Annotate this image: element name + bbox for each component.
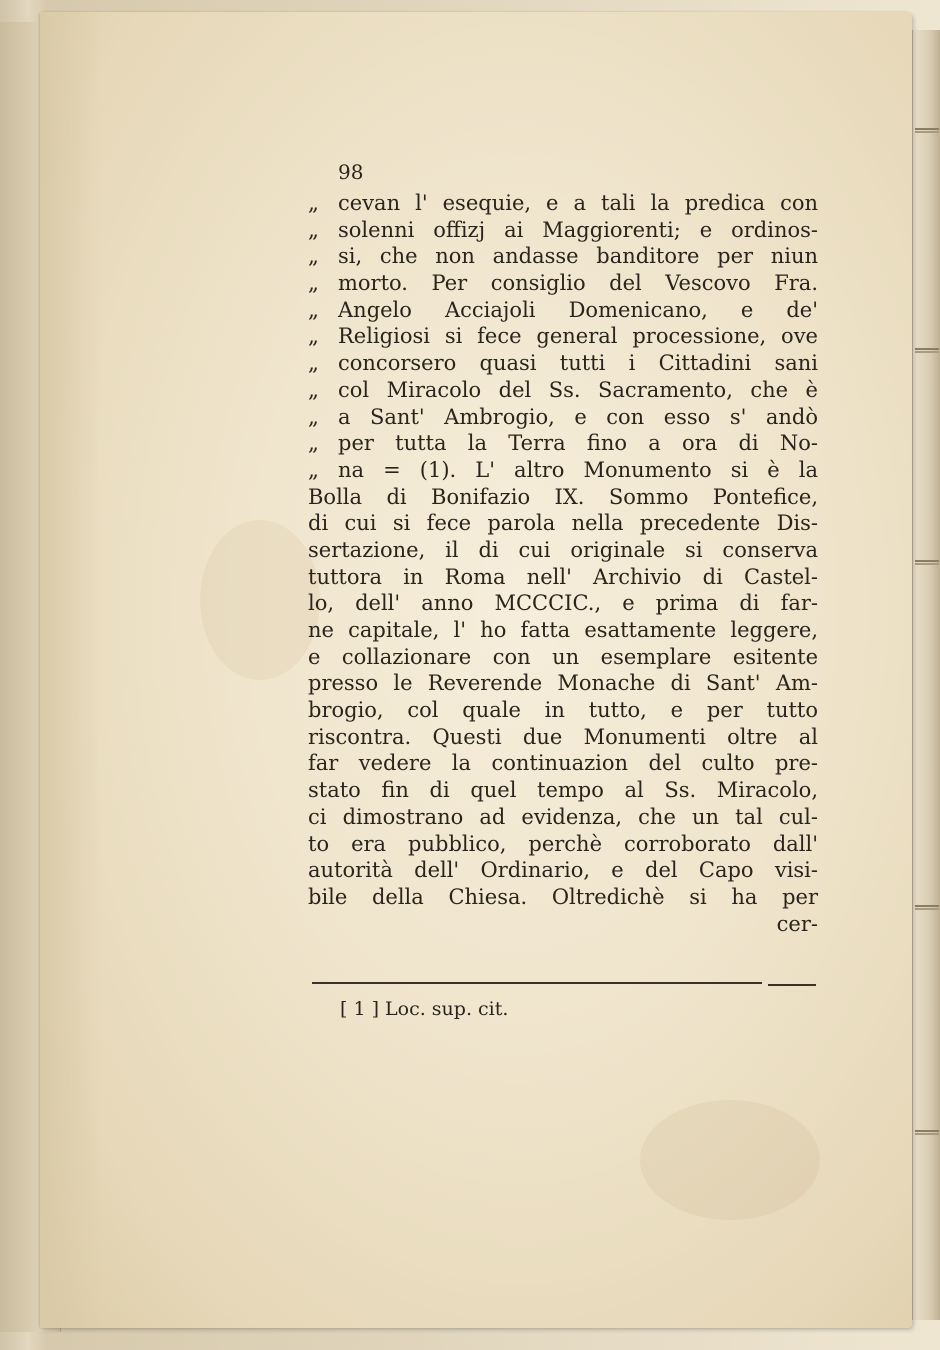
binding-stitch xyxy=(915,1130,939,1132)
page-gutter-shadow xyxy=(40,12,102,1328)
line-text: Bolla di Bonifazio IX. Sommo Pontefice, xyxy=(308,484,818,509)
line-text: autorità dell' Ordinario, e del Capo visi- xyxy=(308,858,818,883)
text-line xyxy=(308,750,818,777)
text-line xyxy=(308,190,818,217)
text-line xyxy=(308,911,818,938)
text-line xyxy=(308,510,818,537)
footnote-rule xyxy=(312,982,762,984)
line-text: concorsero quasi tutti i Cittadini sani xyxy=(338,351,818,376)
page-number: 98 xyxy=(338,160,364,184)
quote-mark: „ xyxy=(308,351,319,376)
line-text: per tutta la Terra fino a ora di No- xyxy=(338,431,818,456)
quote-mark: „ xyxy=(308,457,319,482)
footnote-rule-short xyxy=(768,984,816,986)
line-text: ne capitale, l' ho fatta esattamente leggere, xyxy=(308,618,818,642)
text-line xyxy=(308,270,818,297)
line-text: lo, dell' anno MCCCIC., e prima di far- xyxy=(308,591,818,616)
text-line xyxy=(308,243,818,270)
body-text xyxy=(308,190,818,937)
paper-stain xyxy=(200,520,320,680)
line-text: solenni offizj ai Maggiorenti; e ordinos- xyxy=(338,217,818,242)
line-text: cevan l' esequie, e a tali la predica con xyxy=(338,191,818,215)
text-line xyxy=(308,777,818,804)
binding-stitch xyxy=(915,348,939,350)
facing-page-edge xyxy=(912,30,940,1320)
binding-stitch xyxy=(915,905,939,907)
footnote: [ 1 ] Loc. sup. cit. xyxy=(340,998,509,1020)
line-text: brogio, col quale in tutto, e per tutto xyxy=(308,698,818,723)
line-text: to era pubblico, perchè corroborato dall' xyxy=(308,831,818,856)
text-line xyxy=(308,484,818,511)
text-line xyxy=(308,857,818,884)
line-text: e collazionare con un esemplare esitente xyxy=(308,644,818,669)
line-text: presso le Reverende Monache di Sant' Am- xyxy=(308,671,818,696)
line-text: bile della Chiesa. Oltredichè si ha per xyxy=(308,884,818,909)
line-text: cer- xyxy=(776,911,818,936)
text-line xyxy=(308,724,818,751)
line-text: si, che non andasse banditore per niun xyxy=(338,244,818,269)
text-line xyxy=(308,377,818,404)
line-text: a Sant' Ambrogio, e con esso s' andò xyxy=(338,404,818,429)
line-text: Angelo Acciajoli Domenicano, e de' xyxy=(338,297,818,322)
quote-mark: „ xyxy=(308,324,319,349)
text-line xyxy=(308,670,818,697)
quote-mark: „ xyxy=(308,377,319,402)
text-line xyxy=(308,404,818,431)
text-line xyxy=(308,323,818,350)
quote-mark: „ xyxy=(308,244,319,269)
line-text: stato fin di quel tempo al Ss. Miracolo, xyxy=(308,778,818,803)
line-text: morto. Per consiglio del Vescovo Fra. xyxy=(338,271,818,296)
line-text: di cui si fece parola nella precedente Dis- xyxy=(308,511,818,536)
text-line xyxy=(308,430,818,457)
line-text: tuttora in Roma nell' Archivio di Castel- xyxy=(308,564,818,589)
text-line xyxy=(308,804,818,831)
text-line xyxy=(308,457,818,484)
text-line xyxy=(308,217,818,244)
text-line xyxy=(308,697,818,724)
text-line xyxy=(308,644,818,671)
text-line xyxy=(308,590,818,617)
binding-stitch xyxy=(915,128,939,130)
quote-mark: „ xyxy=(308,271,319,296)
binding-stitch xyxy=(915,560,939,562)
line-text: far vedere la continuazion del culto pre- xyxy=(308,751,818,776)
line-text: sertazione, il di cui originale si conserva xyxy=(308,537,818,562)
quote-mark: „ xyxy=(308,217,319,242)
text-line xyxy=(308,350,818,377)
line-text: col Miracolo del Ss. Sacramento, che è xyxy=(338,377,818,402)
quote-mark: „ xyxy=(308,191,319,215)
text-line xyxy=(308,564,818,591)
quote-mark: „ xyxy=(308,297,319,322)
quote-mark: „ xyxy=(308,404,319,429)
text-line xyxy=(308,297,818,324)
line-text: ci dimostrano ad evidenza, che un tal cul- xyxy=(308,804,818,829)
text-line xyxy=(308,537,818,564)
paper-stain xyxy=(640,1100,820,1220)
line-text: na = (1). L' altro Monumento si è la xyxy=(338,457,818,482)
text-line xyxy=(308,884,818,911)
line-text: riscontra. Questi due Monumenti oltre al xyxy=(308,724,818,749)
text-line xyxy=(308,617,818,644)
quote-mark: „ xyxy=(308,431,319,456)
text-line xyxy=(308,831,818,858)
line-text: Religiosi si fece general processione, ove xyxy=(338,324,818,349)
